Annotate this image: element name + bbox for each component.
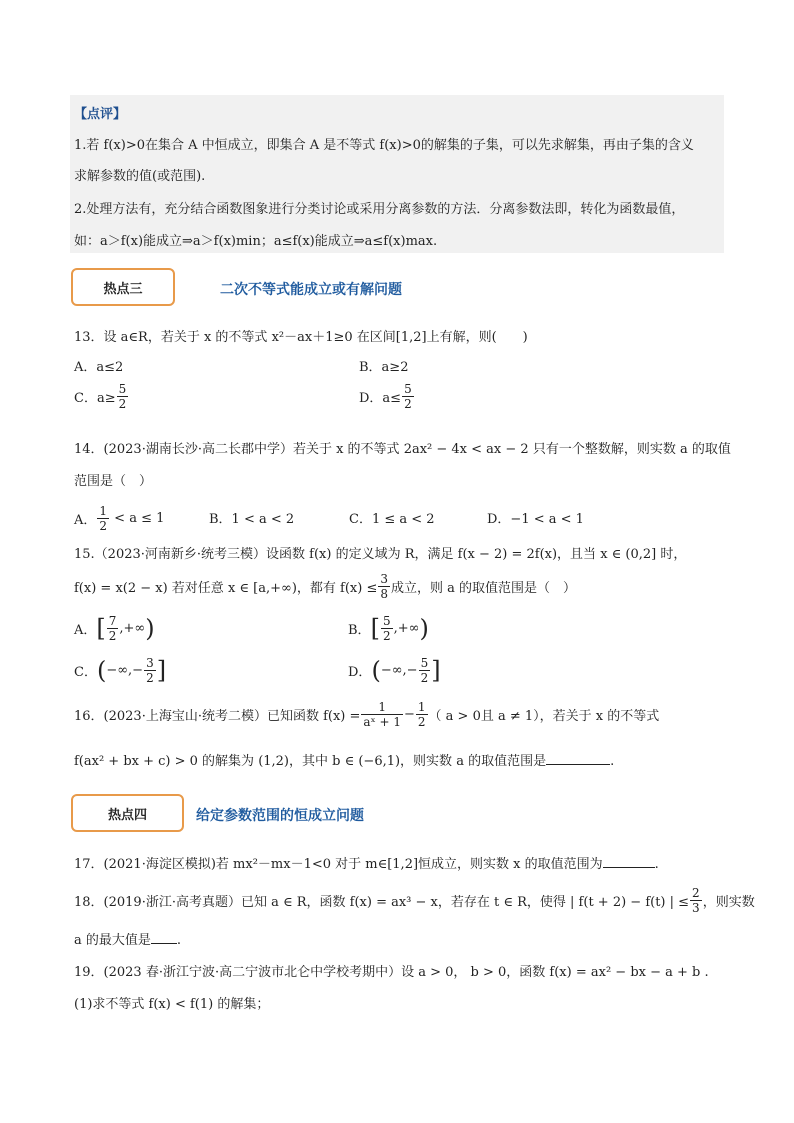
stem-part: 17．(2021·海淀区模拟)若 mx²－mx－1<0 对于 m∈[1,2]恒成立，则实数 x 的取值范围为 [74,857,603,872]
question-13-option-c [74,382,129,411]
stem-part: a 的最大值是 [74,933,151,948]
interval-tail: ,+∞ [393,621,420,636]
question-17-stem [74,853,659,872]
hot-point-badge-label: 热点四 [107,807,147,823]
hot-point-badge [71,268,175,306]
denominator: 2 [146,671,154,685]
denominator: 2 [404,397,412,411]
section-title: 二次不等式能成立或有解问题 [220,282,402,298]
option-d-prefix: D．a≤ [359,391,402,406]
question-19-stem: 19．(2023 春·浙江宁波·高二宁波市北仑中学校考期中）设 a > 0， b > 0，函数 f(x) = ax² − bx − a + b . [74,965,709,980]
question-14-option-c: C．1 ≤ a < 2 [349,512,435,527]
denominator: 2 [118,397,127,411]
option-a-suffix: < a ≤ 1 [110,511,165,526]
fraction [144,656,156,685]
stem-part: ，则实数 [702,895,755,910]
numerator: 2 [692,886,700,900]
numerator: 5 [118,382,127,396]
numerator: 1 [99,504,108,518]
section-title: 给定参数范围的恒成立问题 [196,808,364,824]
question-15-option-b: B．[ $\frac{5}{2}$ ,+∞) [348,614,429,643]
stem-part: 16．(2023·上海宝山·统考二模）已知函数 f(x) = [74,709,361,724]
numerator: 1 [361,700,403,715]
denominator: 2 [420,671,429,685]
question-18-stem [74,886,755,915]
interval-head: −∞,− [106,663,144,678]
numerator: 3 [146,656,154,670]
stem-part: f(x) = x(2 − x) 若对任意 x ∈ [a,+∞)，都有 f(x) ≤ [74,581,378,596]
option-prefix: C． [74,665,97,680]
comment-title: 【点评】 [74,107,127,122]
stem-end: . [610,754,615,769]
question-14-stem-2: 范围是（ ） [74,474,153,489]
denominator: aˣ + 1 [363,715,401,729]
comment-line-1: 1.若 f(x)>0在集合 A 中恒成立，即集合 A 是不等式 f(x)>0的解集的子集，可以先求解集，再由子集的含义 [74,138,694,153]
answer-blank [546,764,610,765]
hot-point-badge-label: 热点三 [103,281,143,297]
option-a-prefix: A． [74,513,97,528]
question-13-stem: 13．设 a∈R，若关于 x 的不等式 x²－ax＋1≥0 在区间[1,2]上有解，则( ) [74,330,528,345]
question-15-stem-2 [74,572,576,601]
answer-blank [603,867,655,868]
numerator: 7 [108,614,117,628]
stem-part: f(ax² + bx + c) > 0 的解集为 (1,2)，其中 b ∈ (−6,1)，则实数 a 的取值范围是 [74,754,547,769]
stem-part: 成立，则 a 的取值范围是（ ） [391,581,577,596]
hot-point-badge [71,794,184,832]
denominator: 2 [382,629,391,643]
comment-line-2: 求解参数的值(或范围). [74,169,206,184]
question-15-option-c: C．(−∞,− $\frac{3}{2}$ ] [74,656,167,685]
denominator: 2 [99,519,108,533]
question-18-stem-2 [74,929,181,948]
question-16-stem-2 [74,750,614,769]
comment-line-4: 如：a＞f(x)能成立⇒a＞f(x)min；a≤f(x)能成立⇒a≤f(x)max. [74,234,438,249]
denominator: 2 [108,629,117,643]
numerator: 1 [417,700,426,714]
fraction [381,614,393,643]
denominator: 2 [417,715,426,729]
answer-blank [151,943,177,944]
question-14-option-a [74,504,164,533]
numerator: 5 [404,382,412,396]
denominator: 3 [692,901,700,915]
option-prefix: D． [348,665,372,680]
question-16-stem [74,700,659,729]
stem-end: . [654,857,659,872]
interval-head: −∞,− [380,663,418,678]
option-c-prefix: C．a≥ [74,391,116,406]
fraction [419,656,431,685]
fraction [361,700,403,729]
denominator: 8 [380,587,388,601]
question-15-option-a: A．[ $\frac{7}{2}$ ,+∞) [74,614,155,643]
numerator: 3 [380,572,388,586]
question-14-stem: 14．(2023·湖南长沙·高二长郡中学）若关于 x 的不等式 2ax² − 4x < ax − 2 只有一个整数解，则实数 a 的取值 [74,442,731,457]
fraction [402,382,414,411]
numerator: 5 [382,614,391,628]
stem-part: （ a > 0且 a ≠ 1），若关于 x 的不等式 [428,709,660,724]
fraction [97,504,109,533]
option-prefix: B． [348,623,371,638]
question-15-option-d: D．(−∞,− $\frac{5}{2}$ ] [348,656,441,685]
stem-part: 18．(2019·浙江·高考真题）已知 a ∈ R，函数 f(x) = ax³ − x，若存在 t ∈ R，使得 | f(t + 2) − f(t) | ≤ [74,895,690,910]
fraction [378,572,390,601]
fraction [416,700,428,729]
question-13-option-d [359,382,415,411]
numerator: 5 [420,656,429,670]
question-13-option-a: A．a≤2 [74,360,124,375]
question-13-option-b: B．a≥2 [359,360,409,375]
question-15-stem: 15.（2023·河南新乡·统考三模）设函数 f(x) 的定义域为 R，满足 f(x − 2) = 2f(x)，且当 x ∈ (0,2] 时， [74,547,687,562]
fraction [117,382,129,411]
fraction [107,614,119,643]
option-prefix: A． [74,623,97,638]
stem-end: . [176,933,182,948]
fraction [690,886,702,915]
question-14-option-b: B．1 < a < 2 [209,512,295,527]
interval-tail: ,+∞ [119,621,146,636]
comment-line-3: 2.处理方法有，充分结合函数图象进行分类讨论或采用分离参数的方法．分离参数法即，转化为函数最值， [74,202,685,217]
question-19-subquestion-1: (1)求不等式 f(x) < f(1) 的解集； [74,997,270,1012]
minus-sign: − [403,707,415,722]
question-14-option-d: D．−1 < a < 1 [487,512,584,527]
